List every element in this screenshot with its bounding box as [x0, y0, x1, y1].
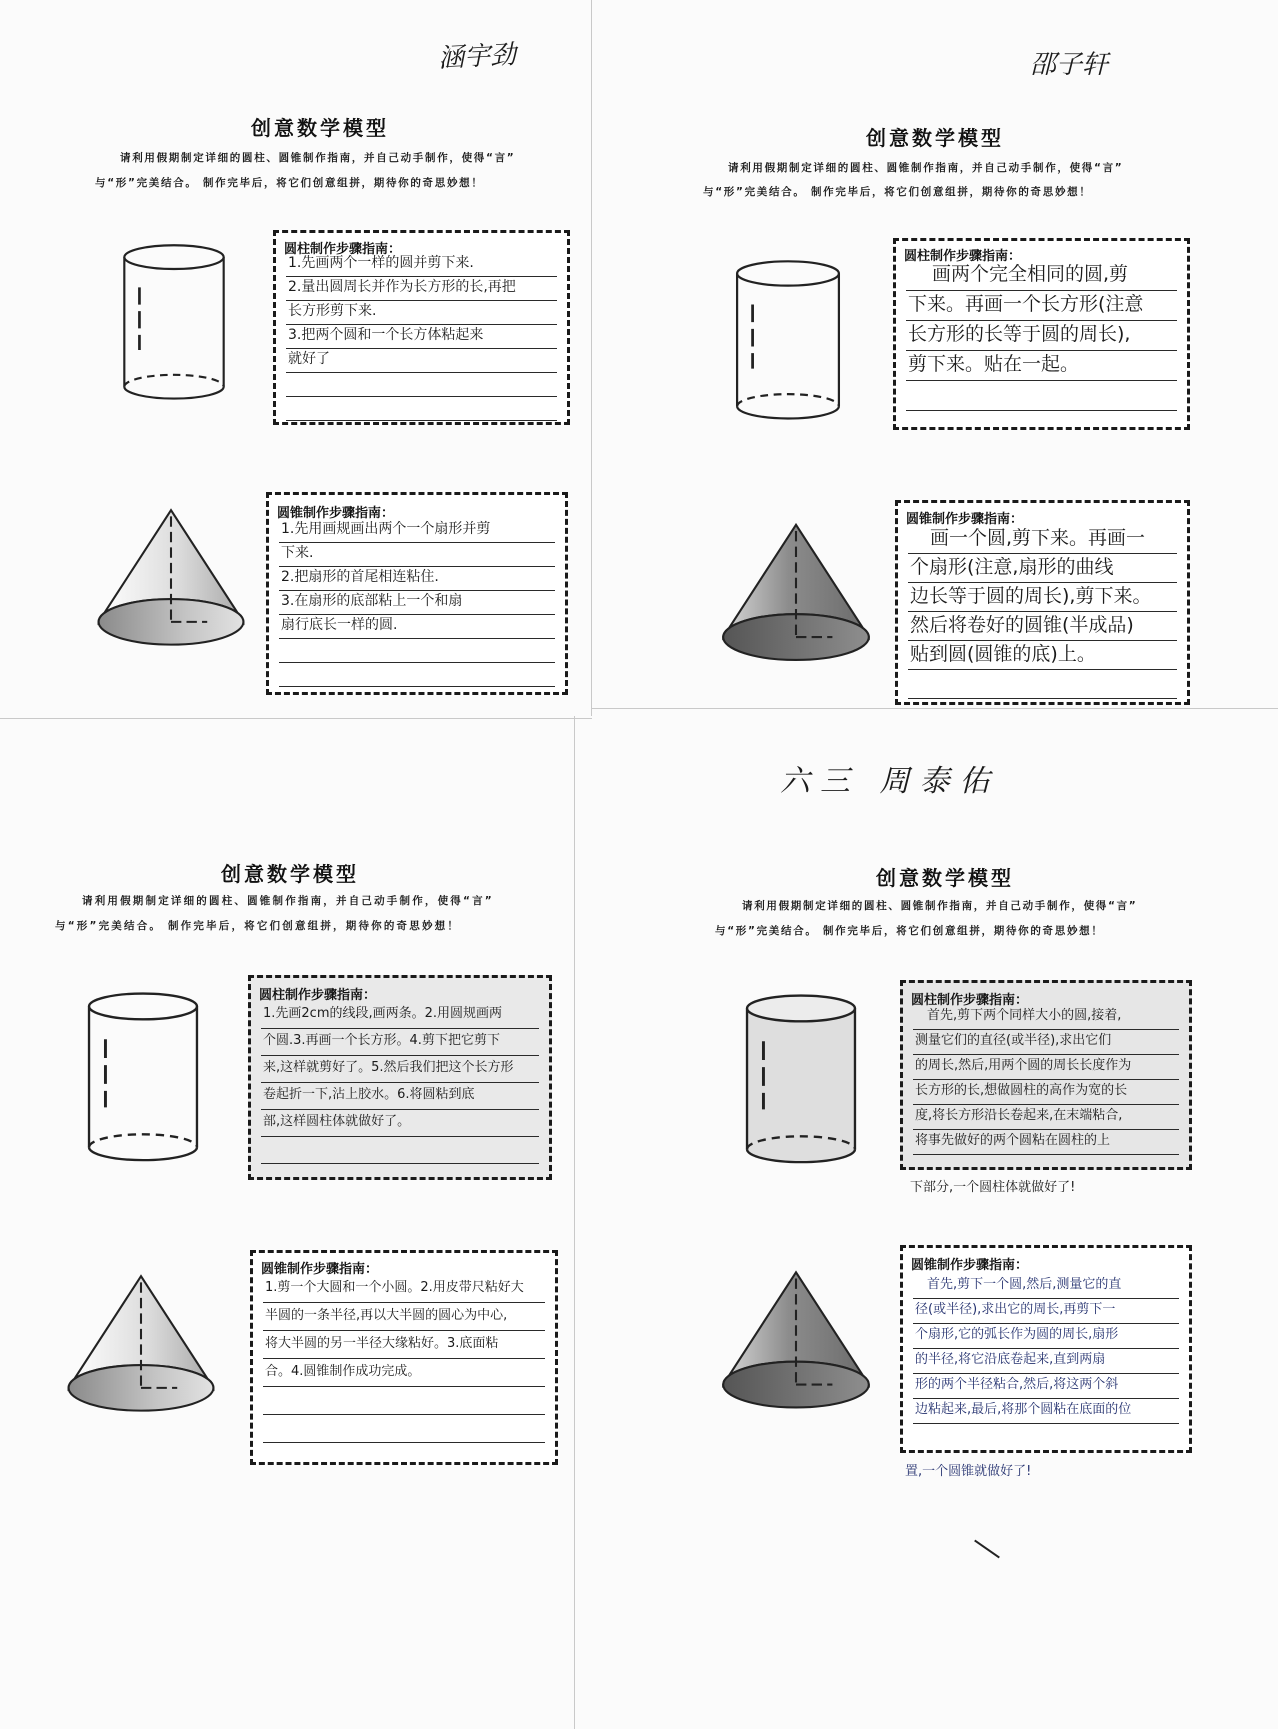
cone-guide-box [250, 1250, 558, 1465]
guide-line-continued: 下部分,一个圆柱体就做好了! [910, 1180, 1076, 1195]
guide-line: 测量它们的直径(或半径),求出它们 [913, 1030, 1179, 1055]
guide-line: 首先,剪下两个同样大小的圆,接着, [913, 1005, 1179, 1030]
cylinder-guide-box [273, 230, 570, 425]
guide-line: 扇行底长一样的圆. [279, 615, 555, 639]
cone-illustration [92, 506, 250, 656]
stray-pen-mark [974, 1540, 1000, 1559]
worksheet-title: 创意数学模型 [866, 126, 1004, 150]
cylinder-illustration [732, 258, 844, 424]
cylinder-illustration [742, 992, 860, 1168]
cylinder-guide-box [900, 980, 1192, 1170]
cone-guide-heading: 圆锥制作步骤指南： [906, 512, 1024, 527]
instruction-line-2: 与“形”完美结合。 制作完毕后，将它们创意组拼，期待你的奇思妙想！ [95, 177, 484, 189]
guide-line: 画两个完全相同的圆,剪 [906, 261, 1177, 291]
guide-line: 个扇形(注意,扇形的曲线 [908, 554, 1177, 583]
guide-line: 部,这样圆柱体就做好了。 [261, 1110, 539, 1137]
paper-edge-vertical-top [591, 0, 592, 716]
cylinder-guide-heading: 圆柱制作步骤指南： [284, 242, 402, 257]
instruction-line-2: 与“形”完美结合。 制作完毕后，将它们创意组拼，期待你的奇思妙想！ [55, 920, 461, 932]
guide-line: 1.先画2cm的线段,画两条。2.用圆规画两 [261, 1002, 539, 1029]
blank-ruled-line [263, 1415, 545, 1443]
guide-line: 1.先用画规画出两个一个扇形并剪 [279, 519, 555, 543]
cone-guide-heading: 圆锥制作步骤指南： [911, 1258, 1029, 1273]
guide-line: 然后将卷好的圆锥(半成品) [908, 612, 1177, 641]
guide-line: 1.剪一个大圆和一个小圆。2.用皮带尺粘好大 [263, 1275, 545, 1303]
student-name: 邵子轩 [1030, 50, 1109, 80]
guide-line: 3.在扇形的底部粘上一个和扇 [279, 591, 555, 615]
instruction-line-2: 与“形”完美结合。 制作完毕后，将它们创意组拼，期待你的奇思妙想！ [715, 925, 1104, 937]
instruction-line-1: 请利用假期制定详细的圆柱、圆锥制作指南，并自己动手制作，使得“言” [82, 895, 494, 907]
cylinder-guide-box [248, 975, 552, 1180]
paper-edge-vertical-bottom [574, 716, 575, 1729]
cylinder-guide-box [893, 238, 1190, 430]
guide-line: 的半径,将它沿底卷起来,直到两扇 [913, 1349, 1179, 1374]
paper-edge-horizontal-left [0, 718, 592, 719]
guide-line: 1.先画两个一样的圆并剪下来. [286, 253, 557, 277]
guide-line: 边长等于圆的周长),剪下来。 [908, 583, 1177, 612]
instruction-line-1: 请利用假期制定详细的圆柱、圆锥制作指南，并自己动手制作，使得“言” [728, 162, 1124, 174]
guide-line: 2.量出圆周长并作为长方形的长,再把 [286, 277, 557, 301]
student-name: 涵宇劲 [437, 39, 517, 75]
guide-line: 个圆.3.再画一个长方形。4.剪下把它剪下 [261, 1029, 539, 1056]
blank-ruled-line [261, 1137, 539, 1164]
cone-guide-box [900, 1245, 1192, 1453]
guide-line: 首先,剪下一个圆,然后,测量它的直 [913, 1274, 1179, 1299]
cone-guide-heading: 圆锥制作步骤指南： [277, 506, 395, 521]
guide-line: 下来. [279, 543, 555, 567]
guide-line: 贴到圆(圆锥的底)上。 [908, 641, 1177, 670]
guide-line: 就好了 [286, 349, 557, 373]
guide-line: 卷起折一下,沾上胶水。6.将圆粘到底 [261, 1083, 539, 1110]
guide-line: 2.把扇形的首尾相连粘住. [279, 567, 555, 591]
student-name: 六三 周泰佑 [780, 764, 1000, 799]
guide-line: 个扇形,它的弧长作为圆的周长,扇形 [913, 1324, 1179, 1349]
guide-line: 将大半圆的另一半径大缘粘好。3.底面粘 [263, 1331, 545, 1359]
cylinder-illustration [115, 242, 233, 404]
guide-line: 度,将长方形沿长卷起来,在末端粘合, [913, 1105, 1179, 1130]
cone-illustration [718, 1266, 874, 1421]
guide-line: 将事先做好的两个圆粘在圆柱的上 [913, 1130, 1179, 1155]
guide-line: 剪下来。贴在一起。 [906, 351, 1177, 381]
guide-line: 边粘起来,最后,将那个圆粘在底面的位 [913, 1399, 1179, 1424]
worksheet-title: 创意数学模型 [221, 862, 359, 886]
blank-ruled-line [279, 639, 555, 663]
worksheet-title: 创意数学模型 [251, 116, 389, 140]
guide-line: 半圆的一条半径,再以大半圆的圆心为中心, [263, 1303, 545, 1331]
guide-line: 下来。再画一个长方形(注意 [906, 291, 1177, 321]
guide-line: 来,这样就剪好了。5.然后我们把这个长方形 [261, 1056, 539, 1083]
cone-guide-heading: 圆锥制作步骤指南： [261, 1262, 379, 1277]
blank-ruled-line [286, 373, 557, 397]
instruction-line-1: 请利用假期制定详细的圆柱、圆锥制作指南，并自己动手制作，使得“言” [742, 900, 1138, 912]
cylinder-guide-heading: 圆柱制作步骤指南： [259, 988, 377, 1003]
cylinder-guide-heading: 圆柱制作步骤指南： [904, 249, 1022, 264]
guide-line: 3.把两个圆和一个长方体粘起来 [286, 325, 557, 349]
blank-ruled-line [279, 663, 555, 687]
guide-line-continued: 置,一个圆锥就做好了! [905, 1464, 1032, 1479]
blank-ruled-line [906, 381, 1177, 411]
cone-illustration [60, 1272, 222, 1422]
instruction-line-2: 与“形”完美结合。 制作完毕后，将它们创意组拼，期待你的奇思妙想！ [703, 186, 1092, 198]
blank-ruled-line [286, 397, 557, 421]
cylinder-illustration [82, 990, 204, 1166]
cone-guide-box [266, 492, 568, 695]
blank-ruled-line [263, 1387, 545, 1415]
blank-ruled-line [908, 670, 1177, 699]
paper-edge-horizontal-right [592, 708, 1278, 709]
guide-line: 画一个圆,剪下来。再画一 [908, 525, 1177, 554]
guide-line: 长方形的长,想做圆柱的高作为宽的长 [913, 1080, 1179, 1105]
guide-line: 长方形剪下来. [286, 301, 557, 325]
cylinder-guide-heading: 圆柱制作步骤指南： [911, 993, 1029, 1008]
guide-line: 长方形的长等于圆的周长), [906, 321, 1177, 351]
worksheet-title: 创意数学模型 [876, 866, 1014, 890]
instruction-line-1: 请利用假期制定详细的圆柱、圆锥制作指南，并自己动手制作，使得“言” [120, 152, 516, 164]
cone-guide-box [895, 500, 1190, 705]
guide-line: 合。4.圆锥制作成功完成。 [263, 1359, 545, 1387]
guide-line: 的周长,然后,用两个圆的周长长度作为 [913, 1055, 1179, 1080]
guide-line: 形的两个半径粘合,然后,将这两个斜 [913, 1374, 1179, 1399]
cone-illustration [718, 520, 874, 672]
guide-line: 径(或半径),求出它的周长,再剪下一 [913, 1299, 1179, 1324]
